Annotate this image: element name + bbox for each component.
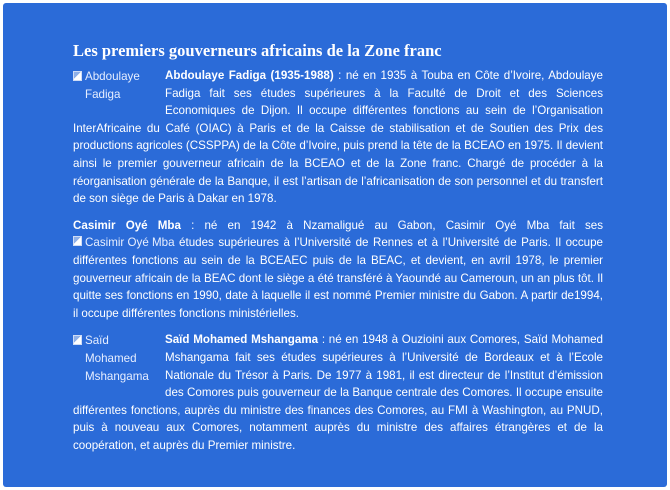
broken-image-icon — [73, 236, 82, 246]
governor-name-mshangama: Saïd Mohamed Mshangama — [165, 333, 319, 347]
portrait-fadiga — [73, 68, 159, 106]
broken-image-icon — [73, 335, 82, 345]
governor-text-mshangama: : né en 1948 à Ouzioini aux Comores, Saïd Mohamed Mshangama fait ses études supérieures à l’Université de Bordeaux et à l’Ecole Nationale du Trésor à Paris. De 1977 à 1981, il est directeur de l’Institut d’émission des Comores puis gouverneur de la Banque centrale des Comores. Il occupe ensuite différentes fonctions, auprès du ministre des finances des Comores, au FMI à Washington, au PNUD, puis à nouveau aux Comores, notamment auprès du ministre des affaires étrangères et de la coopération, et auprès du Premier ministre. — [73, 333, 604, 452]
broken-image-icon — [73, 71, 82, 81]
governor-text-oye-mba: études supérieures à l’Université de Rennes et à l’Université de Paris. Il occupe différentes fonctions au sein de la BCEAEC puis de la BEAC, et devient, en avril 1978, le premier gouverneur africain de la BEAC dont le siège a été transféré à Yaoundé au Cameroun, un an plus tôt. Il quitte ses fonctions en 1990, date à laquelle il est nommé Premier ministre du Gabon. A partir de1994, il occupe différentes fonctions ministérielles. — [73, 236, 603, 320]
governor-name-fadiga: Abdoulaye Fadiga (1935-1988) — [165, 69, 334, 82]
portrait-fadiga-alt: Abdoulaye Fadiga — [85, 70, 140, 101]
article — [73, 41, 603, 463]
governor-text-fadiga: : né en 1935 à Touba en Côte d’Ivoire, Abdoulaye Fadiga fait ses études supérieures à la Faculté de Droit et des Sciences Economiques de Dijon. Il occupe différentes fonctions au sein de l’Organisation InterAfricaine du Café (OIAC) à Paris et de la Caisse de stabilisation et de Soutien des Prix des productions agricoles (CSSPPA) de la Côte d’Ivoire, puis prend la tête de la BCEAO en 1975. Il devient ainsi le premier gouverneur africain de la BCEAO et de la Zone franc. Chargé de procéder à la réorganisation générale de la Banque, il est l’artisan de l’africanisation de son personnel et du transfert de son siège de Paris à Dakar en 1978. — [73, 69, 603, 206]
portrait-oye-mba-alt: Casimir Oyé Mba — [85, 236, 175, 250]
portrait-mshangama — [73, 332, 159, 386]
governor-bio-fadiga — [73, 67, 603, 208]
portrait-mshangama-alt: Saïd Mohamed Mshangama — [85, 334, 149, 383]
content-panel — [3, 3, 667, 487]
portrait-oye-mba — [73, 234, 175, 252]
governor-name-oye-mba: Casimir Oyé Mba — [73, 218, 181, 232]
governor-bio-mshangama — [73, 331, 603, 454]
page-title: Les premiers gouverneurs africains de la Zone franc — [73, 41, 442, 60]
governor-text-oye-mba-intro: : né en 1942 à Nzamaligué au Gabon, Casimir Oyé Mba fait ses — [180, 218, 603, 232]
governor-bio-oye-mba — [73, 217, 603, 323]
